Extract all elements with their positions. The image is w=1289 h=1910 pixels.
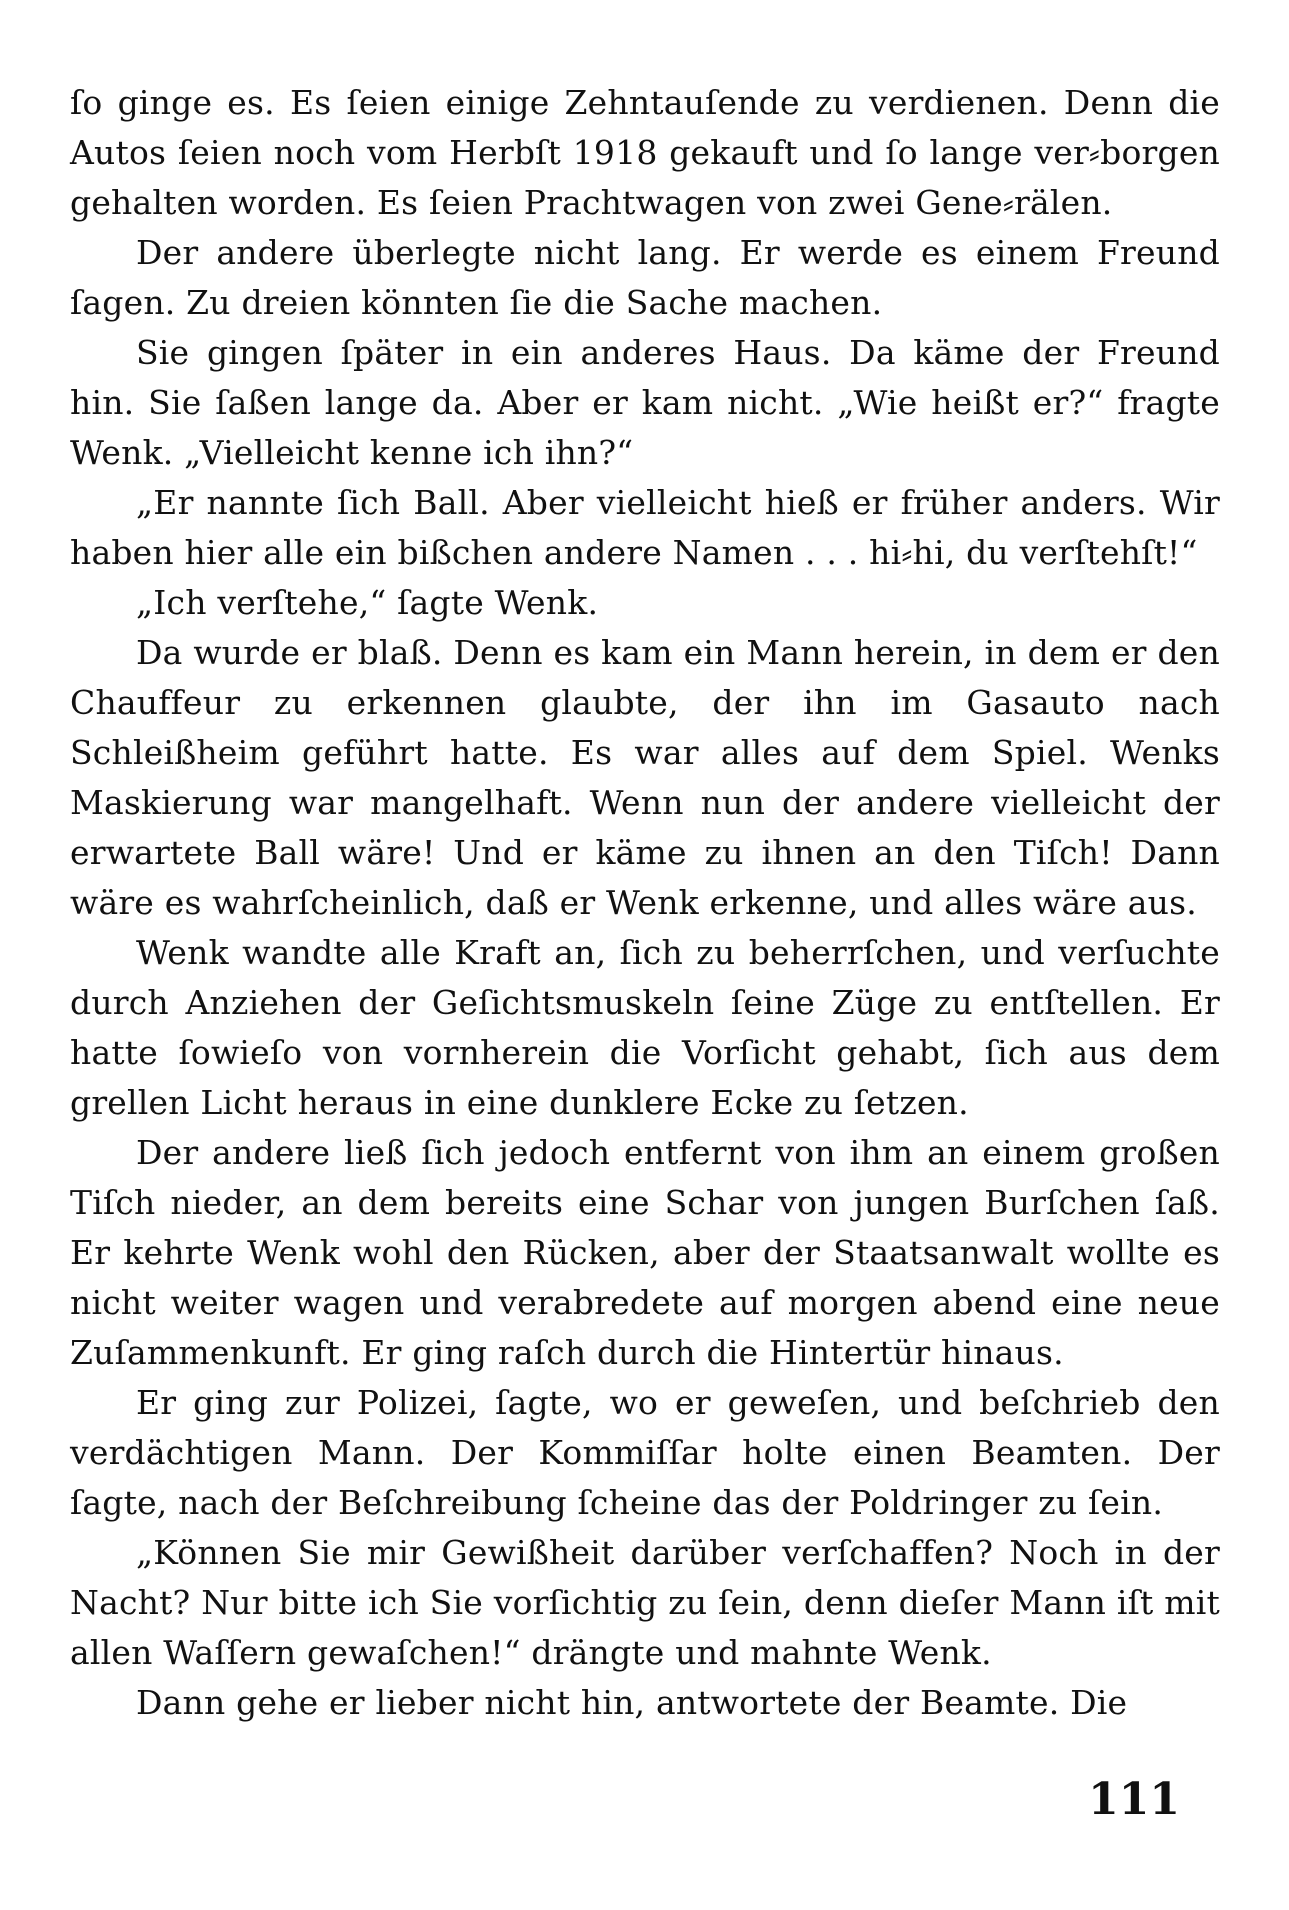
paragraph: „Können Sie mir Gewißheit darüber verſchaffen? Noch in der Nacht? Nur bitte ich Sie vorſichtig zu ſein, denn dieſer Mann iſt mit allen Waſſern gewaſchen!“ drängte und mahnte Wenk.	[70, 1533, 1220, 1672]
page-number: 111	[1088, 1774, 1180, 1825]
body-text	[70, 78, 1220, 1728]
paragraph: Da wurde er blaß. Denn es kam ein Mann herein, in dem er den Chauffeur zu erkennen glaubte, der ihn im Gasauto nach Schleißheim geführt hatte. Es war alles auf dem Spiel. Wenks Maskierung war mangelhaft. Wenn nun der andere vielleicht der erwartete Ball wäre! Und er käme zu ihnen an den Tiſch! Dann wäre es wahrſcheinlich, daß er Wenk erkenne, und alles wäre aus.	[70, 633, 1220, 922]
paragraph: Sie gingen ſpäter in ein anderes Haus. Da käme der Freund hin. Sie ſaßen lange da. Aber er kam nicht. „Wie heißt er?“ fragte Wenk. „Vielleicht kenne ich ihn?“	[70, 333, 1220, 472]
paragraph: Der andere ließ ſich jedoch entfernt von ihm an einem großen Tiſch nieder, an dem bereits eine Schar von jungen Burſchen ſaß. Er kehrte Wenk wohl den Rücken, aber der Staatsanwalt wollte es nicht weiter wagen und verabredete auf morgen abend eine neue Zuſammenkunft. Er ging raſch durch die Hintertür hinaus.	[70, 1133, 1220, 1372]
paragraph: Dann gehe er lieber nicht hin, antwortete der Beamte. Die	[136, 1683, 1128, 1722]
paragraph: ſo ginge es. Es ſeien einige Zehntauſende zu verdienen. Denn die Autos ſeien noch vom Herbſt 1918 gekauft und ſo lange ver⸗borgen gehalten worden. Es ſeien Prachtwagen von zwei Gene⸗rälen.	[70, 83, 1220, 222]
paragraph: „Ich verſtehe,“ ſagte Wenk.	[136, 583, 599, 622]
paragraph: „Er nannte ſich Ball. Aber vielleicht hieß er früher anders. Wir haben hier alle ein bißchen andere Namen . . . hi⸗hi, du verſtehſt!“	[70, 483, 1220, 572]
paragraph: Wenk wandte alle Kraft an, ſich zu beherrſchen, und verſuchte durch Anziehen der Geſichtsmuskeln ſeine Züge zu entſtellen. Er hatte ſowieſo von vornherein die Vorſicht gehabt, ſich aus dem grellen Licht heraus in eine dunklere Ecke zu ſetzen.	[70, 933, 1220, 1122]
paragraph: Der andere überlegte nicht lang. Er werde es einem Freund ſagen. Zu dreien könnten ſie die Sache machen.	[70, 233, 1220, 322]
paragraph: Er ging zur Polizei, ſagte, wo er geweſen, und beſchrieb den verdächtigen Mann. Der Kommiſſar holte einen Beamten. Der ſagte, nach der Beſchreibung ſcheine das der Poldringer zu ſein.	[70, 1383, 1220, 1522]
